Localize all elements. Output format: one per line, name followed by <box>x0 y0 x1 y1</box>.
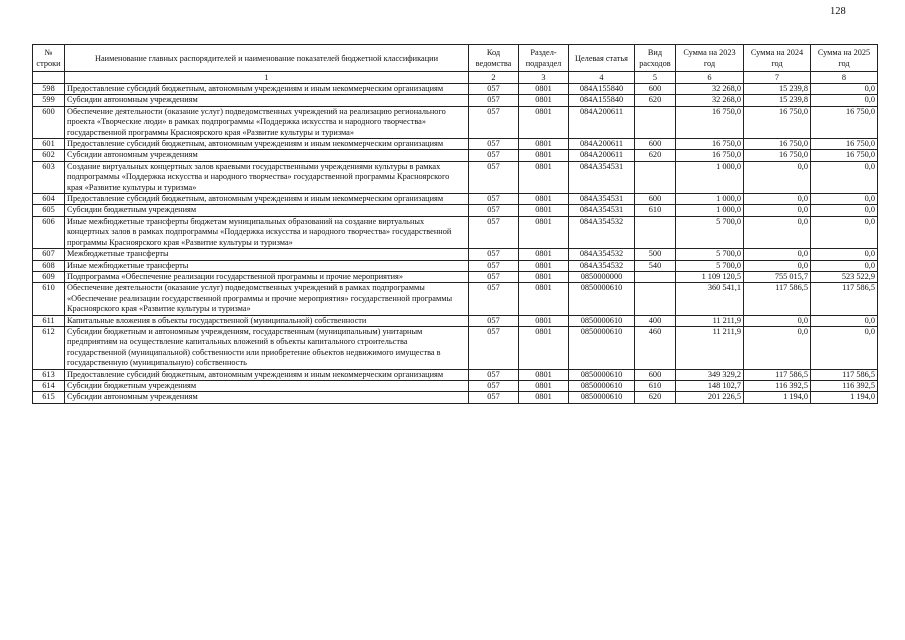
expense-type-cell <box>635 283 676 315</box>
header-target-article: Целевая статья <box>569 45 635 72</box>
department-code-cell: 057 <box>469 95 519 106</box>
target-article-cell: 0850000610 <box>569 326 635 369</box>
sum-2025-cell: 523 522,9 <box>811 271 878 282</box>
sum-2023-cell: 11 211,9 <box>676 315 744 326</box>
target-article-cell: 0850000000 <box>569 271 635 282</box>
sum-2023-cell: 16 750,0 <box>676 150 744 161</box>
column-number: 1 <box>65 72 469 84</box>
row-number-cell: 602 <box>33 150 65 161</box>
expense-type-cell: 620 <box>635 95 676 106</box>
section-cell: 0801 <box>519 392 569 403</box>
sum-2024-cell: 117 586,5 <box>744 369 811 380</box>
expense-type-cell: 610 <box>635 205 676 216</box>
department-code-cell: 057 <box>469 283 519 315</box>
expense-type-cell: 620 <box>635 150 676 161</box>
column-number-row <box>33 72 878 84</box>
table-row <box>33 283 878 315</box>
sum-2024-cell: 15 239,8 <box>744 95 811 106</box>
row-number-cell: 611 <box>33 315 65 326</box>
section-cell: 0801 <box>519 369 569 380</box>
table-row <box>33 216 878 248</box>
name-cell: Иные межбюджетные трансферты бюджетам муниципальных образований на создание виртуальных концертных залов в рамках подпрограммы «Поддержка искусства и народного творчества» государственной программы Красноярского края «Развитие культуры и туризма» <box>65 216 469 248</box>
row-number-cell: 605 <box>33 205 65 216</box>
target-article-cell: 084A155840 <box>569 95 635 106</box>
section-cell: 0801 <box>519 260 569 271</box>
expense-type-cell: 600 <box>635 194 676 205</box>
expense-type-cell: 500 <box>635 249 676 260</box>
sum-2023-cell: 201 226,5 <box>676 392 744 403</box>
expense-type-cell: 600 <box>635 369 676 380</box>
row-number-cell: 604 <box>33 194 65 205</box>
sum-2025-cell: 0,0 <box>811 249 878 260</box>
row-number-cell: 615 <box>33 392 65 403</box>
row-number-cell: 612 <box>33 326 65 369</box>
target-article-cell: 084A200611 <box>569 150 635 161</box>
department-code-cell: 057 <box>469 392 519 403</box>
sum-2023-cell: 5 700,0 <box>676 249 744 260</box>
sum-2023-cell: 32 268,0 <box>676 84 744 95</box>
table-row <box>33 205 878 216</box>
target-article-cell: 084A354532 <box>569 249 635 260</box>
table-row <box>33 150 878 161</box>
target-article-cell: 0850000610 <box>569 283 635 315</box>
sum-2025-cell: 0,0 <box>811 95 878 106</box>
sum-2023-cell: 16 750,0 <box>676 106 744 138</box>
column-number: 6 <box>676 72 744 84</box>
sum-2023-cell: 148 102,7 <box>676 380 744 391</box>
sum-2024-cell: 0,0 <box>744 326 811 369</box>
row-number-cell: 607 <box>33 249 65 260</box>
header-name: Наименование главных распорядителей и наименование показателей бюджетной классификации <box>65 45 469 72</box>
row-number-cell: 608 <box>33 260 65 271</box>
row-number-cell: 613 <box>33 369 65 380</box>
sum-2025-cell: 16 750,0 <box>811 150 878 161</box>
table-row <box>33 161 878 193</box>
expense-type-cell: 600 <box>635 139 676 150</box>
sum-2024-cell: 0,0 <box>744 194 811 205</box>
name-cell: Создание виртуальных концертных залов краевыми государственными учреждениями культуры в рамках подпрограммы «Поддержка искусства и народного творчества» государственной программы Красноярского края «Развитие культуры и туризма» <box>65 161 469 193</box>
sum-2024-cell: 0,0 <box>744 260 811 271</box>
department-code-cell: 057 <box>469 315 519 326</box>
department-code-cell: 057 <box>469 380 519 391</box>
name-cell: Предоставление субсидий бюджетным, автономным учреждениям и иным некоммерческим организациям <box>65 369 469 380</box>
sum-2025-cell: 0,0 <box>811 326 878 369</box>
department-code-cell: 057 <box>469 249 519 260</box>
section-cell: 0801 <box>519 194 569 205</box>
sum-2023-cell: 5 700,0 <box>676 260 744 271</box>
sum-2025-cell: 117 586,5 <box>811 369 878 380</box>
name-cell: Субсидии бюджетным учреждениям <box>65 205 469 216</box>
sum-2024-cell: 16 750,0 <box>744 150 811 161</box>
header-sum-2024: Сумма на 2024 год <box>744 45 811 72</box>
name-cell: Субсидии автономным учреждениям <box>65 150 469 161</box>
column-number: 3 <box>519 72 569 84</box>
target-article-cell: 0850000610 <box>569 315 635 326</box>
section-cell: 0801 <box>519 205 569 216</box>
name-cell: Обеспечение деятельности (оказание услуг) подведомственных учреждений на реализацию регионального проекта «Творческие люди» в рамках подпрограммы «Поддержка искусства и народного творчества» государственной программы Красноярского края «Развитие культуры и туризма» <box>65 106 469 138</box>
sum-2023-cell: 360 541,1 <box>676 283 744 315</box>
column-number: 5 <box>635 72 676 84</box>
column-number: 2 <box>469 72 519 84</box>
table-row <box>33 271 878 282</box>
name-cell: Предоставление субсидий бюджетным, автономным учреждениям и иным некоммерческим организациям <box>65 139 469 150</box>
sum-2024-cell: 16 750,0 <box>744 106 811 138</box>
expense-type-cell: 620 <box>635 392 676 403</box>
sum-2025-cell: 16 750,0 <box>811 106 878 138</box>
target-article-cell: 0850000610 <box>569 380 635 391</box>
expense-type-cell: 540 <box>635 260 676 271</box>
column-number <box>33 72 65 84</box>
row-number-cell: 610 <box>33 283 65 315</box>
expense-type-cell <box>635 161 676 193</box>
row-number-cell: 609 <box>33 271 65 282</box>
expense-type-cell: 600 <box>635 84 676 95</box>
section-cell: 0801 <box>519 216 569 248</box>
sum-2024-cell: 0,0 <box>744 315 811 326</box>
header-row <box>33 45 878 72</box>
name-cell: Субсидии автономным учреждениям <box>65 95 469 106</box>
row-number-cell: 606 <box>33 216 65 248</box>
section-cell: 0801 <box>519 150 569 161</box>
table-row <box>33 369 878 380</box>
target-article-cell: 0850000610 <box>569 392 635 403</box>
row-number-cell: 599 <box>33 95 65 106</box>
expense-type-cell: 460 <box>635 326 676 369</box>
table-row <box>33 260 878 271</box>
row-number-cell: 600 <box>33 106 65 138</box>
department-code-cell: 057 <box>469 216 519 248</box>
name-cell: Субсидии бюджетным учреждениям <box>65 380 469 391</box>
target-article-cell: 084A200611 <box>569 106 635 138</box>
budget-table <box>32 44 878 404</box>
sum-2024-cell: 117 586,5 <box>744 283 811 315</box>
department-code-cell: 057 <box>469 205 519 216</box>
department-code-cell: 057 <box>469 139 519 150</box>
sum-2023-cell: 1 000,0 <box>676 161 744 193</box>
department-code-cell: 057 <box>469 150 519 161</box>
target-article-cell: 084A354531 <box>569 161 635 193</box>
section-cell: 0801 <box>519 315 569 326</box>
expense-type-cell: 400 <box>635 315 676 326</box>
section-cell: 0801 <box>519 249 569 260</box>
sum-2023-cell: 1 000,0 <box>676 194 744 205</box>
name-cell: Иные межбюджетные трансферты <box>65 260 469 271</box>
department-code-cell: 057 <box>469 194 519 205</box>
header-expense-type: Вид расходов <box>635 45 676 72</box>
table-row <box>33 326 878 369</box>
name-cell: Межбюджетные трансферты <box>65 249 469 260</box>
sum-2023-cell: 5 700,0 <box>676 216 744 248</box>
sum-2025-cell: 0,0 <box>811 315 878 326</box>
sum-2024-cell: 15 239,8 <box>744 84 811 95</box>
name-cell: Субсидии бюджетным и автономным учреждениям, государственным (муниципальным) унитарным предприятиям на осуществление капитальных вложений в объекты капитального строительства государственной (муниципальной) собственности или приобретение объектов недвижимого имущества в государственную (муниципальную) собственность <box>65 326 469 369</box>
sum-2023-cell: 32 268,0 <box>676 95 744 106</box>
department-code-cell: 057 <box>469 271 519 282</box>
sum-2025-cell: 0,0 <box>811 194 878 205</box>
name-cell: Обеспечение деятельности (оказание услуг) подведомственных учреждений в рамках подпрограммы «Обеспечение реализации государственной программы и прочие мероприятия» государственной программы Красноярского края «Развитие культуры и туризма» <box>65 283 469 315</box>
sum-2025-cell: 0,0 <box>811 205 878 216</box>
sum-2024-cell: 0,0 <box>744 249 811 260</box>
sum-2023-cell: 1 109 120,5 <box>676 271 744 282</box>
department-code-cell: 057 <box>469 260 519 271</box>
expense-type-cell: 610 <box>635 380 676 391</box>
table-row <box>33 392 878 403</box>
target-article-cell: 084A354532 <box>569 216 635 248</box>
name-cell: Подпрограмма «Обеспечение реализации государственной программы и прочие мероприятия» <box>65 271 469 282</box>
section-cell: 0801 <box>519 283 569 315</box>
row-number-cell: 601 <box>33 139 65 150</box>
section-cell: 0801 <box>519 106 569 138</box>
expense-type-cell <box>635 271 676 282</box>
sum-2024-cell: 16 750,0 <box>744 139 811 150</box>
header-department-code: Код ведомства <box>469 45 519 72</box>
sum-2025-cell: 1 194,0 <box>811 392 878 403</box>
header-sum-2025: Сумма на 2025 год <box>811 45 878 72</box>
table-body <box>33 84 878 404</box>
table-row <box>33 380 878 391</box>
section-cell: 0801 <box>519 95 569 106</box>
sum-2023-cell: 11 211,9 <box>676 326 744 369</box>
sum-2025-cell: 0,0 <box>811 84 878 95</box>
sum-2025-cell: 117 586,5 <box>811 283 878 315</box>
section-cell: 0801 <box>519 139 569 150</box>
section-cell: 0801 <box>519 326 569 369</box>
section-cell: 0801 <box>519 84 569 95</box>
table-row <box>33 84 878 95</box>
target-article-cell: 084A155840 <box>569 84 635 95</box>
department-code-cell: 057 <box>469 369 519 380</box>
section-cell: 0801 <box>519 271 569 282</box>
table-row <box>33 249 878 260</box>
target-article-cell: 084A354532 <box>569 260 635 271</box>
sum-2023-cell: 1 000,0 <box>676 205 744 216</box>
sum-2025-cell: 16 750,0 <box>811 139 878 150</box>
section-cell: 0801 <box>519 380 569 391</box>
row-number-cell: 614 <box>33 380 65 391</box>
sum-2025-cell: 116 392,5 <box>811 380 878 391</box>
header-sum-2023: Сумма на 2023 год <box>676 45 744 72</box>
table-row <box>33 194 878 205</box>
sum-2025-cell: 0,0 <box>811 161 878 193</box>
target-article-cell: 0850000610 <box>569 369 635 380</box>
name-cell: Капитальные вложения в объекты государственной (муниципальной) собственности <box>65 315 469 326</box>
header-row-number: № строки <box>33 45 65 72</box>
name-cell: Предоставление субсидий бюджетным, автономным учреждениям и иным некоммерческим организациям <box>65 84 469 95</box>
header-section: Раздел-подраздел <box>519 45 569 72</box>
column-number: 7 <box>744 72 811 84</box>
target-article-cell: 084A354531 <box>569 205 635 216</box>
department-code-cell: 057 <box>469 326 519 369</box>
name-cell: Предоставление субсидий бюджетным, автономным учреждениям и иным некоммерческим организациям <box>65 194 469 205</box>
expense-type-cell <box>635 216 676 248</box>
sum-2023-cell: 16 750,0 <box>676 139 744 150</box>
expense-type-cell <box>635 106 676 138</box>
target-article-cell: 084A200611 <box>569 139 635 150</box>
row-number-cell: 603 <box>33 161 65 193</box>
name-cell: Субсидии автономным учреждениям <box>65 392 469 403</box>
sum-2024-cell: 755 015,7 <box>744 271 811 282</box>
target-article-cell: 084A354531 <box>569 194 635 205</box>
row-number-cell: 598 <box>33 84 65 95</box>
sum-2024-cell: 0,0 <box>744 205 811 216</box>
page-number: 128 <box>830 6 846 17</box>
department-code-cell: 057 <box>469 106 519 138</box>
table-row <box>33 106 878 138</box>
section-cell: 0801 <box>519 161 569 193</box>
column-number: 4 <box>569 72 635 84</box>
sum-2024-cell: 116 392,5 <box>744 380 811 391</box>
sum-2024-cell: 0,0 <box>744 216 811 248</box>
sum-2023-cell: 349 329,2 <box>676 369 744 380</box>
table-row <box>33 95 878 106</box>
column-number: 8 <box>811 72 878 84</box>
sum-2024-cell: 0,0 <box>744 161 811 193</box>
table-row <box>33 139 878 150</box>
department-code-cell: 057 <box>469 161 519 193</box>
department-code-cell: 057 <box>469 84 519 95</box>
sum-2024-cell: 1 194,0 <box>744 392 811 403</box>
sum-2025-cell: 0,0 <box>811 260 878 271</box>
sum-2025-cell: 0,0 <box>811 216 878 248</box>
table-row <box>33 315 878 326</box>
